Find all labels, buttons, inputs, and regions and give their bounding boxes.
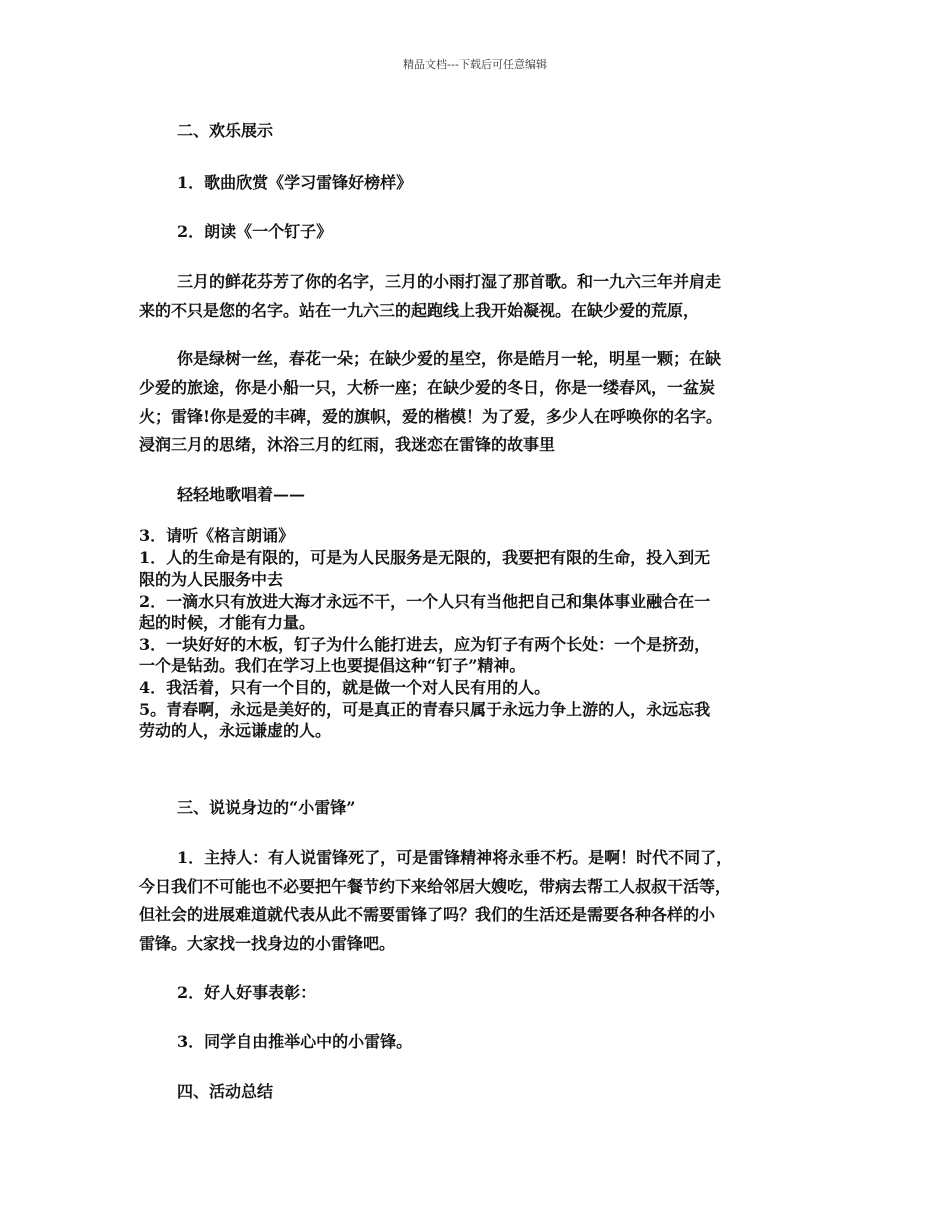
section-3-item-2: 2．好人好事表彰： xyxy=(177,983,317,1002)
quote-5-line-2: 劳动的人，永远谦虚的人。 xyxy=(139,721,332,740)
section-3-item-1-line-4: 雷锋。大家找一找身边的小雷锋吧。 xyxy=(139,934,396,953)
quote-3-line-1: 3．一块好好的木板，钉子为什么能打进去，应为钉子有两个长处：一个是挤劲， xyxy=(139,635,711,654)
quote-1-line-1: 1．人的生命是有限的，可是为人民服务是无限的，我要把有限的生命，投入到无 xyxy=(139,548,711,567)
quote-3-line-2: 一个是钻劲。我们在学习上也要提倡这种“钉子”精神。 xyxy=(139,656,526,675)
poem-paragraph-1-line-1: 三月的鲜花芬芳了你的名字，三月的小雨打湿了那首歌。和一九六三年并肩走 xyxy=(177,272,722,291)
poem-paragraph-1-line-2: 来的不只是您的名字。站在一九六三的起跑线上我开始凝视。在缺少爱的荒原， xyxy=(139,301,700,320)
poem-paragraph-2-line-3: 火；雷锋!你是爱的丰碑，爱的旗帜，爱的楷模！为了爱，多少人在呼唤你的名字。 xyxy=(139,407,723,426)
quote-4: 4．我活着，只有一个目的，就是做一个对人民有用的人。 xyxy=(139,678,551,697)
poem-paragraph-2-line-2: 少爱的旅途，你是小船一只，大桥一座；在缺少爱的冬日，你是一缕春风，一盆炭 xyxy=(139,378,716,397)
poem-paragraph-2-line-1: 你是绿树一丝，春花一朵；在缺少爱的星空，你是皓月一轮，明星一颗；在缺 xyxy=(177,349,722,368)
poem-paragraph-2-line-4: 浸润三月的思绪，沐浴三月的红雨，我迷恋在雷锋的故事里 xyxy=(139,435,556,454)
quote-2-line-1: 2．一滴水只有放进大海才永远不干，一个人只有当他把自己和集体事业融合在一 xyxy=(139,592,711,611)
section-3-item-1-line-2: 今日我们不可能也不必要把午餐节约下来给邻居大嫂吃，带病去帮工人叔叔干活等， xyxy=(139,877,732,896)
quote-1-line-2: 限的为人民服务中去 xyxy=(139,570,284,589)
quote-5-line-1: 5。青春啊，永远是美好的，可是真正的青春只属于永远力争上游的人，永远忘我 xyxy=(139,700,711,719)
section-3-item-3: 3．同学自由推举心中的小雷锋。 xyxy=(177,1032,413,1051)
section-4-title: 四、活动总结 xyxy=(177,1082,274,1101)
quote-2-line-2: 起的时候，才能有力量。 xyxy=(139,613,316,632)
section-2-item-3: 3．请听《格言朗诵》 xyxy=(139,526,295,545)
section-2-title: 二、欢乐展示 xyxy=(177,121,274,140)
singing-line: 轻轻地歌唱着—— xyxy=(177,485,306,504)
section-3-item-1-line-3: 但社会的进展难道就代表从此不需要雷锋了吗？我们的生活还是需要各种各样的小 xyxy=(139,905,716,924)
section-3-title: 三、说说身边的“小雷锋” xyxy=(177,798,356,817)
page-header: 精品文档---下载后可任意编辑 xyxy=(403,58,547,71)
section-2-item-1: 1．歌曲欣赏《学习雷锋好榜样》 xyxy=(177,173,413,192)
section-2-item-2: 2．朗读《一个钉子》 xyxy=(177,222,333,241)
section-3-item-1-line-1: 1．主持人：有人说雷锋死了，可是雷锋精神将永垂不朽。是啊！时代不同了， xyxy=(177,848,733,867)
